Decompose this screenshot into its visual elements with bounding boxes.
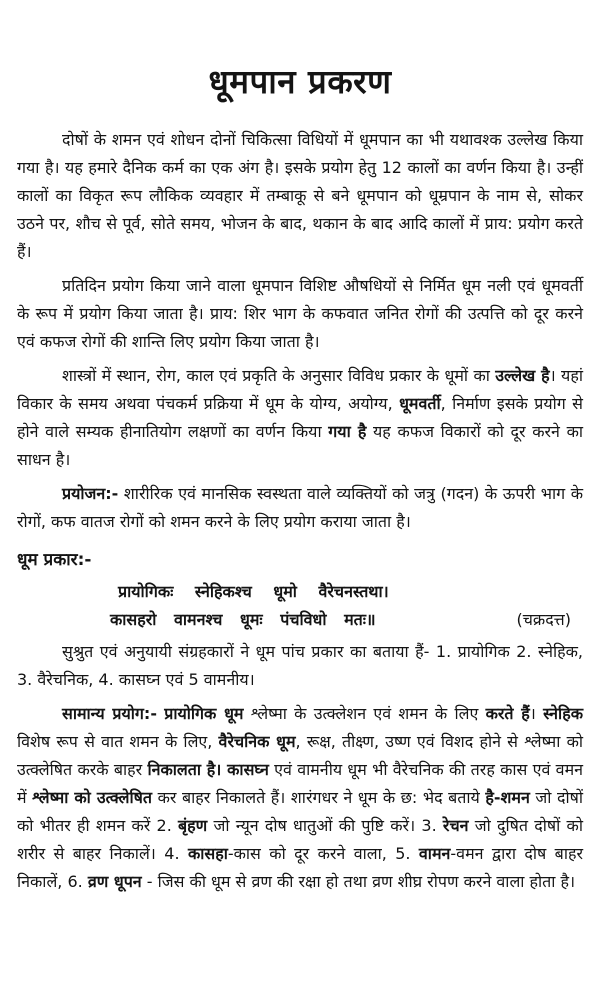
general-label: सामान्य प्रयोग:- xyxy=(62,704,157,723)
text-span: शास्त्रों में स्थान, रोग, काल एवं प्रकृति के अनुसार विविध प्रकार के धूमों का xyxy=(62,366,496,385)
bold-span: स्नेहिक xyxy=(543,704,583,723)
text-span: । xyxy=(529,704,544,723)
text-span: -कास को दूर करने वाला, 5. xyxy=(227,844,419,863)
paragraph-general-use xyxy=(17,700,583,896)
text-span: , निर्माण इसके प्रयोग से होने वाले सम्यक हीनातियोग लक्षणों का वर्णन किया xyxy=(17,394,583,441)
text-span: जो दुषित दोषों को शरीर से बाहर निकालें। 4. xyxy=(17,816,583,863)
bold-span: रेचन xyxy=(442,816,469,835)
bold-span: करते हैं xyxy=(485,704,530,723)
text-span: - जिस की धूम से व्रण की रक्षा हो तथा व्रण शीघ्र रोपण करने वाला होता है। xyxy=(141,872,576,891)
bold-span: बृंहण xyxy=(178,816,208,835)
text-span: जो न्यून दोष धातुओं की पुष्टि करें। 3. xyxy=(207,816,443,835)
text-span: जो दोषों को भीतर ही शमन करें 2. xyxy=(17,788,583,835)
verse-source: (चक्रदत्त) xyxy=(516,610,571,629)
verse-text: प्रायोगिकः स्नेहिकश्च धूमो वैरेचनस्तथा। xyxy=(118,582,389,601)
bold-span: निकालता है। कासघ्न xyxy=(147,760,269,779)
paragraph-daily-use: प्रतिदिन प्रयोग किया जाने वाला धूमपान विशिष्ट औषधियों से निर्मित धूम नली एवं धूमवर्ती के रूप में प्रयोग किया जाता है। प्राय: शिर भाग के कफवात जनित रोगों की उत्पत्ति को दूर करने एवं कफज रोगों की शान्ति लिए प्रयोग किया जाता है। xyxy=(17,276,583,351)
bold-span: वैरेचनिक धूम xyxy=(218,732,296,751)
text-span: -वमन द्वारा दोष बाहर निकालें, 6. xyxy=(17,844,583,891)
verse-line-1 xyxy=(17,578,583,606)
verse-block xyxy=(17,578,583,634)
purpose-label: प्रयोजन:- xyxy=(62,484,119,503)
text-span: , रूक्ष, तीक्ष्ण, उष्ण एवं विशद होने से श्लेष्मा को उत्क्लेषित करके बाहर xyxy=(17,732,584,779)
text-span: विशेष रूप से वात शमन के लिए, xyxy=(17,732,219,751)
page-title: धूमपान प्रकरण xyxy=(208,62,392,101)
bold-span: धूमवर्ती xyxy=(399,394,441,413)
bold-span: वामन xyxy=(418,844,451,863)
bold-span: उल्लेख है xyxy=(495,366,550,385)
bold-span: व्रण धूपन xyxy=(87,872,142,891)
paragraph-purpose xyxy=(17,480,583,536)
paragraph-intro: दोषों के शमन एवं शोधन दोनों चिकित्सा विधियों में धूमपान का भी यथावश्क उल्लेख किया गया है। यह हमारे दैनिक कर्म का एक अंग है। इसके प्रयोग हेतु 12 कालों का वर्णन किया है। उन्हीं कालों का विकृत रूप लौकिक व्यवहार में तम्बाकू से बने धूमपान को धूम्रपान के नाम से, सोकर उठने पर, शौच से पूर्व, सोते समय, भोजन के बाद, थकान के बाद आदि कालों में प्राय: प्रयोग करते हैं। xyxy=(17,130,583,261)
text-span: एवं वामनीय धूम भी वैरेचनिक की तरह कास एवं वमन में xyxy=(17,760,584,807)
text-span: श्लेष्मा के उत्क्लेशन एवं शमन के लिए xyxy=(243,704,486,723)
text-span: कर बाहर निकालते हैं। शारंगधर ने धूम के छ: भेद बताये xyxy=(152,788,486,807)
purpose-text: शारीरिक एवं मानसिक स्वस्थता वाले व्यक्तियों को जत्रु (गदन) के ऊपरी भाग के रोगों, कफ वातज रोगों को शमन करने के लिए प्रयोग कराया जाता है। xyxy=(17,484,583,531)
paragraph-types: सुश्रुत एवं अनुयायी संग्रहकारों ने धूम पांच प्रकार का बताया हैं- 1. प्रायोगिक 2. स्नेहिक, 3. वैरेचनिक, 4. कासघ्न एवं 5 वामनीय। xyxy=(17,642,583,689)
bold-span: कासहा xyxy=(187,844,228,863)
verse-line-2 xyxy=(17,606,583,634)
bold-span: है-शमन xyxy=(485,788,530,807)
types-heading: धूम प्रकार:- xyxy=(17,550,92,570)
verse-text: कासहरो वामनश्च धूमः पंचविधो मतः॥ xyxy=(110,610,376,629)
bold-span: श्लेष्मा को उत्क्लेषित xyxy=(32,788,153,807)
text-span: । यहां विकार के समय अथवा पंचकर्म प्रक्रिया में धूम के योग्य, अयोग्य, xyxy=(17,366,583,413)
bold-span: गया है xyxy=(328,422,367,441)
text-span: यह कफज विकारों को दूर करने का साधन है। xyxy=(17,422,584,469)
paragraph-scriptures xyxy=(17,362,583,474)
bold-span: प्रायोगिक धूम xyxy=(164,704,244,723)
